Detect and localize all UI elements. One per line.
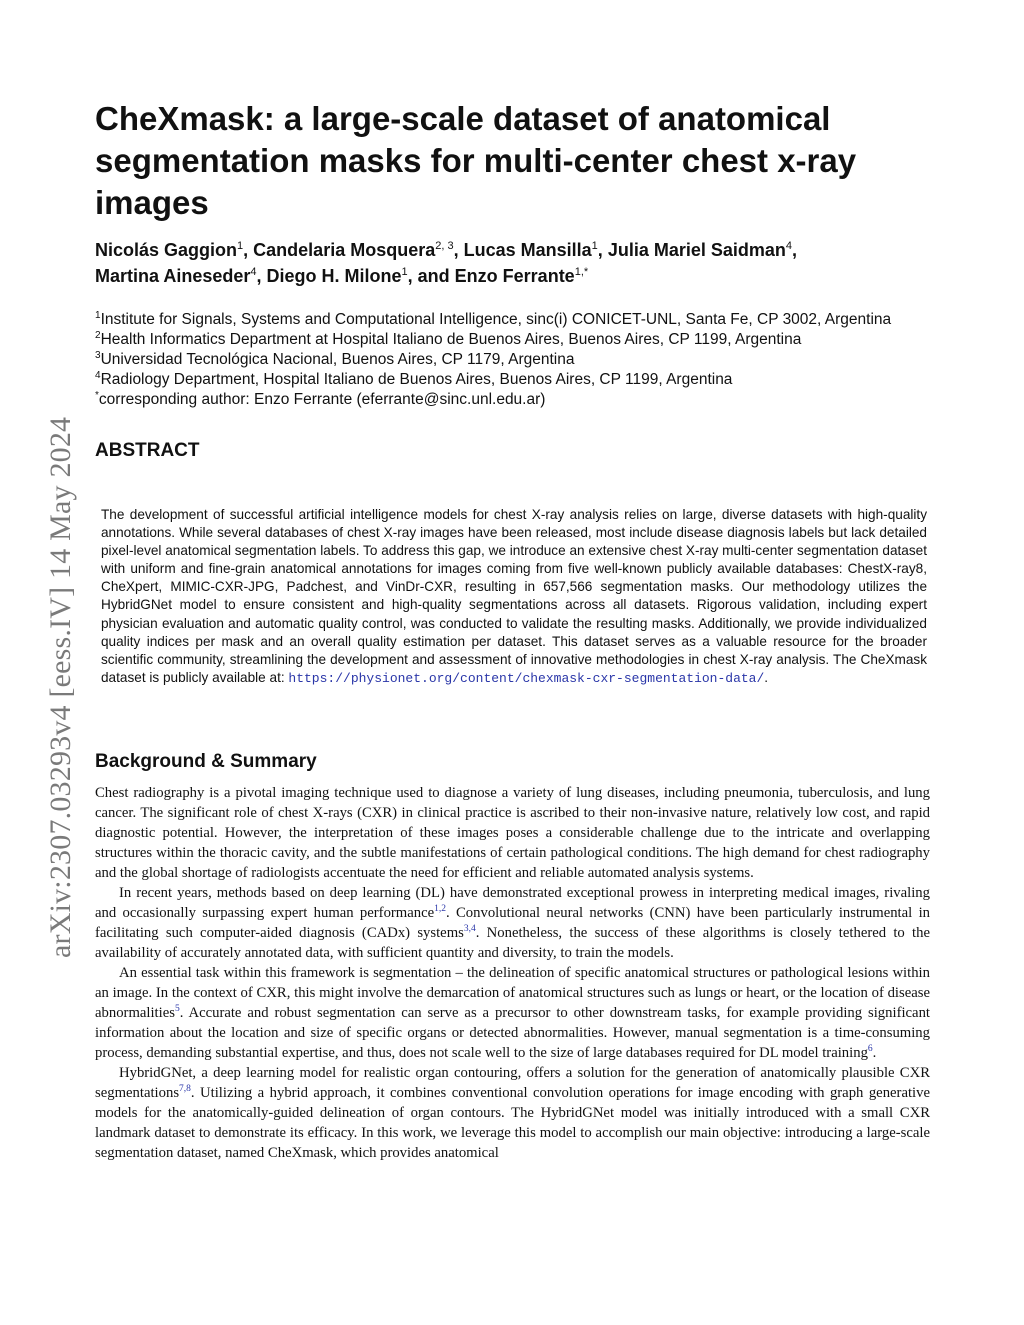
arxiv-identifier: arXiv:2307.03293v4 [eess.IV] 14 May 2024 bbox=[44, 416, 77, 958]
paragraph-text: . Convolutional neural networks (CNN) have been particularly instrumental in facilitating such computer-aided diagnosis (CADx) systems bbox=[95, 905, 930, 941]
author-affiliation-mark: 4 bbox=[250, 266, 257, 278]
author-name: Enzo Ferrante bbox=[454, 266, 575, 286]
abstract-text: The development of successful artificial intelligence models for chest X-ray analysis relies on large, diverse datasets with high-quality annotations. While several databases of chest X-ray images have been released, most include disease diagnosis labels but lack detailed pixel-level anatomical segmentation labels. To address this gap, we introduce an extensive chest X-ray multi-center segmentation dataset with uniform and fine-grain anatomical annotations for images coming from five well-known publicly available databases: ChestX-ray8, CheXpert, MIMIC-CXR-JPG, Padchest, and VinDr-CXR, resulting in 657,566 segmentation masks. Our methodology utilizes the HybridGNet model to ensure consistent and high-quality segmentations across all datasets. Rigorous validation, including expert physician evaluation and automatic quality control, was conducted to validate the resulting masks. Additionally, we provide individualized quality indices per mask and an overall quality estimation per dataset. This dataset serves as a valuable resource for the broader scientific community, streamlining the development and assessment of innovative methodologies in chest X-ray analysis. The CheXmask dataset is publicly available at: bbox=[101, 507, 927, 685]
author-name: Martina Aineseder bbox=[95, 266, 251, 286]
affiliation-mark: * bbox=[95, 389, 99, 401]
paragraph-text: . Utilizing a hybrid approach, it combines conventional convolution operations for image encoding with graph generative models for the anatomically-guided delineation of organ contours. The HybridGNet model was initially introduced with a small CXR landmark dataset to demonstrate its efficacy. In this work, we leverage this model to accomplish our main objective: introducing a large-scale segmentation dataset, named CheXmask, which provides anatomical bbox=[95, 1085, 930, 1161]
affiliation-line bbox=[95, 310, 945, 330]
affiliation-mark: 2 bbox=[95, 329, 101, 341]
paragraph-text: . Accurate and robust segmentation can serve as a precursor to other downstream tasks, for example providing significant information about the location and size of specific organs or detected abnormalities. However, manual segmentation is a time-consuming process, demanding substantial expertise, and thus, does not scale well to the size of large databases required for DL model training bbox=[95, 1005, 930, 1061]
citation-ref[interactable]: 6 bbox=[867, 1044, 873, 1055]
dataset-link[interactable]: https://physionet.org/content/chexmask-cxr-segmentation-data/ bbox=[288, 670, 765, 686]
paragraph-text: In recent years, methods based on deep learning (DL) have demonstrated exceptional prowess in interpreting medical images, rivaling and occasionally surpassing expert human performance bbox=[95, 885, 930, 921]
author-list: Nicolás Gaggion$^1$, Candelaria Mosquera$^{2, 3}$, Lucas Mansilla$^1$, Julia Mariel Saidman$^4$, Martina Aineseder$^4$, Diego H. Milone$^1$, and Enzo Ferrante$^{1,*}$ bbox=[95, 240, 798, 286]
affiliation-list bbox=[95, 310, 945, 410]
paragraph bbox=[95, 1063, 930, 1163]
paragraph-text: . bbox=[872, 1045, 877, 1061]
affiliation-line bbox=[95, 330, 945, 350]
paper-title: CheXmask: a large-scale dataset of anatomical segmentation masks for multi-center chest x-ray images bbox=[95, 100, 857, 221]
author-affiliation-mark: 1 bbox=[237, 240, 244, 252]
section-body bbox=[95, 783, 930, 1163]
author-affiliation-mark: 1 bbox=[401, 266, 408, 278]
affiliation-mark: 4 bbox=[95, 369, 101, 381]
affiliation-text: Universidad Tecnológica Nacional, Buenos Aires, CP 1179, Argentina bbox=[100, 351, 575, 368]
affiliation-text: Radiology Department, Hospital Italiano de Buenos Aires, Buenos Aires, CP 1199, Argentina bbox=[100, 371, 733, 388]
citation-ref[interactable]: 3,4 bbox=[463, 924, 476, 935]
affiliation-line bbox=[95, 370, 945, 390]
author-affiliation-mark: 1,* bbox=[574, 266, 589, 278]
abstract-heading: ABSTRACT bbox=[95, 440, 200, 461]
paragraph bbox=[95, 883, 930, 963]
author-affiliation-mark: 4 bbox=[785, 240, 793, 252]
paragraph-text: Chest radiography is a pivotal imaging technique used to diagnose a variety of lung diseases, including pneumonia, tuberculosis, and lung cancer. The significant role of chest X-rays (CXR) in clinical practice is ascribed to their non-invasive nature, relatively low cost, and rapid diagnostic potential. However, the interpretation of these images poses a considerable challenge due to the intricate and overlapping structures within the thoracic cavity, and the subtle manifestations of certain pathological conditions. The high demand for chest radiography and the global shortage of radiologists accentuate the need for efficient and reliable automated analysis systems. bbox=[95, 785, 930, 881]
section-heading: Background & Summary bbox=[95, 751, 317, 772]
author-name: Candelaria Mosquera bbox=[253, 240, 436, 260]
paragraph bbox=[95, 963, 930, 1063]
arxiv-stamp bbox=[0, 0, 77, 1325]
citation-ref[interactable]: 5 bbox=[174, 1004, 180, 1015]
affiliation-mark: 3 bbox=[95, 349, 101, 361]
abstract-body bbox=[101, 506, 927, 688]
citation-ref[interactable]: 1,2 bbox=[434, 904, 447, 915]
author-name: Diego H. Milone bbox=[266, 266, 402, 286]
author-affiliation-mark: 1 bbox=[591, 240, 598, 252]
paragraph-text: HybridGNet, a deep learning model for realistic organ contouring, offers a solution for the generation of anatomically plausible CXR segmentations bbox=[95, 1065, 930, 1101]
abstract-end: . bbox=[764, 669, 769, 685]
affiliation-text: Health Informatics Department at Hospital Italiano de Buenos Aires, Buenos Aires, CP 1199, Argentina bbox=[100, 331, 802, 348]
author-name: Julia Mariel Saidman bbox=[607, 240, 786, 260]
author-affiliation-mark: 2, 3 bbox=[435, 240, 454, 252]
paragraph-text: . Nonetheless, the success of these algorithms is closely tethered to the availability of accurately annotated data, with sufficient quantity and diversity, to train the models. bbox=[95, 925, 930, 961]
affiliation-line bbox=[95, 350, 945, 370]
affiliation-text: Institute for Signals, Systems and Computational Intelligence, sinc(i) CONICET-UNL, Santa Fe, CP 3002, Argentina bbox=[100, 311, 892, 328]
paragraph bbox=[95, 783, 930, 883]
affiliation-line bbox=[95, 390, 945, 410]
citation-ref[interactable]: 7,8 bbox=[179, 1084, 191, 1095]
affiliation-text: corresponding author: Enzo Ferrante (eferrante@sinc.unl.edu.ar) bbox=[98, 391, 546, 408]
author-name: Lucas Mansilla bbox=[463, 240, 592, 260]
affiliation-mark: 1 bbox=[95, 309, 101, 321]
author-name: Nicolás Gaggion bbox=[95, 240, 238, 260]
paragraph-text: An essential task within this framework is segmentation – the delineation of specific anatomical structures or pathological lesions within an image. In the context of CXR, this might involve the demarcation of anatomical structures such as lungs or heart, or the location of disease abnormalities bbox=[95, 965, 930, 1021]
